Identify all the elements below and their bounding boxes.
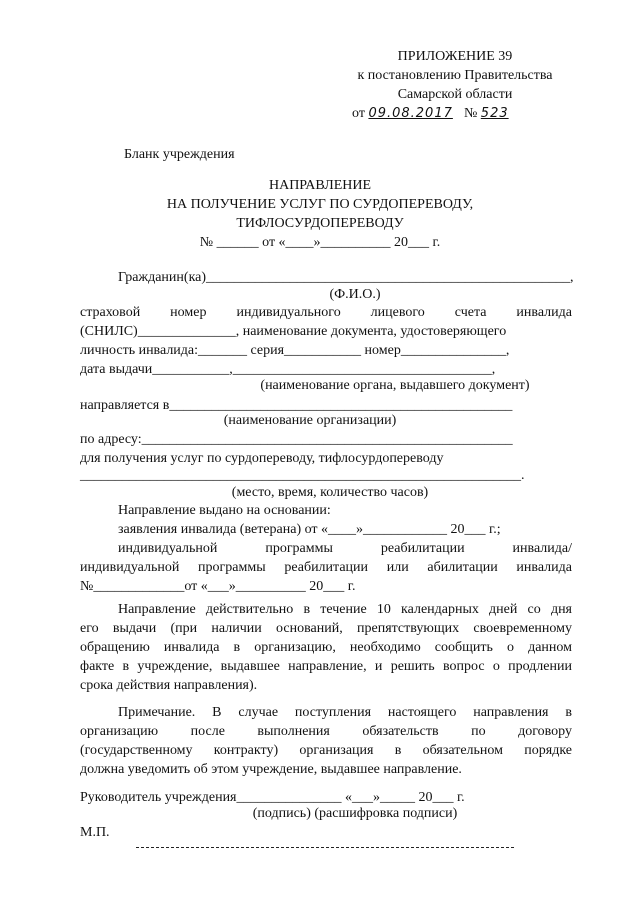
note-line-1: Примечание. В случае поступления настоящего направления в [118, 705, 572, 720]
appendix-region: Самарской области [397, 87, 513, 102]
note-line-2: организацию после выполнения обязательств по договору [80, 724, 572, 739]
snils-line-2: (СНИЛС)______________, наименование документа, удостоверяющего [80, 324, 507, 339]
fio-caption: (Ф.И.О.) [329, 287, 381, 302]
handwritten-number: 523 [480, 106, 509, 121]
purpose-line: для получения услуг по сурдопереводу, тифлосурдопереводу [80, 451, 444, 466]
document-subtitle: НА ПОЛУЧЕНИЕ УСЛУГ ПО СУРДОПЕРЕВОДУ, [166, 197, 474, 212]
snils-line-1: страховой номер индивидуального лицевого счета инвалида [80, 305, 572, 320]
validity-line-4: факте в учреждение, выдавшее направление, и решить вопрос о продлении [80, 659, 572, 674]
note-line-3: (государственному контракту) организация в обязательном порядке [80, 743, 572, 758]
issue-date-line: дата выдачи___________,_____________________________________, [80, 362, 496, 377]
from-label: от [352, 106, 365, 121]
place-caption: (место, время, количество часов) [231, 485, 429, 500]
program-line-1: индивидуальной программы реабилитации инвалида/ [118, 541, 572, 556]
address-line: по адресу:_____________________________________________________ [80, 432, 513, 447]
appendix-decree: к постановлению Правительства [357, 68, 553, 83]
directed-to-line: направляется в_________________________________________________ [80, 398, 513, 413]
handwritten-date: 09.08.2017 [368, 106, 453, 121]
citizen-line: Гражданин(ка)____________________________________________________, [118, 270, 574, 285]
appendix-title: ПРИЛОЖЕНИЕ 39 [397, 49, 513, 64]
validity-line-3: обращению инвалида в организацию, необходимо сообщить о данном [80, 640, 572, 655]
purpose-blank-line: _______________________________________________________________. [80, 468, 525, 483]
head-signature-line: Руководитель учреждения_______________ «___»_____ 20___ г. [80, 790, 465, 805]
institution-blank: Бланк учреждения [124, 147, 235, 162]
stamp-placeholder: М.П. [80, 825, 110, 840]
program-line-3: №_____________от «___»__________ 20___ г. [80, 579, 356, 594]
note-line-4: должна уведомить об этом учреждение, выдавшее направление. [80, 762, 462, 777]
document-subtitle-2: ТИФЛОСУРДОПЕРЕВОДУ [236, 216, 404, 231]
signature-caption: (подпись) (расшифровка подписи) [252, 806, 458, 821]
bottom-cut-line [136, 847, 514, 848]
organization-caption: (наименование организации) [223, 413, 397, 428]
document-title: НАПРАВЛЕНИЕ [268, 178, 372, 193]
validity-line-5: срока действия направления). [80, 678, 258, 693]
document-number-line: № ______ от «____»__________ 20___ г. [199, 235, 441, 250]
issuer-caption: (наименование органа, выдавшего документ) [260, 378, 530, 393]
validity-line-1: Направление действительно в течение 10 календарных дней со дня [118, 602, 572, 617]
basis-line: Направление выдано на основании: [118, 503, 331, 518]
appendix-date-line [352, 104, 539, 123]
document-line: личность инвалида:_______ серия___________ номер_______________, [80, 343, 510, 358]
program-line-2: индивидуальной программы реабилитации или абилитации инвалида [80, 560, 572, 575]
application-line: заявления инвалида (ветерана) от «____»____________ 20___ г.; [118, 522, 501, 537]
number-label: № [463, 106, 478, 121]
validity-line-2: его выдачи (при наличии оснований, препятствующих своевременному [80, 621, 572, 636]
